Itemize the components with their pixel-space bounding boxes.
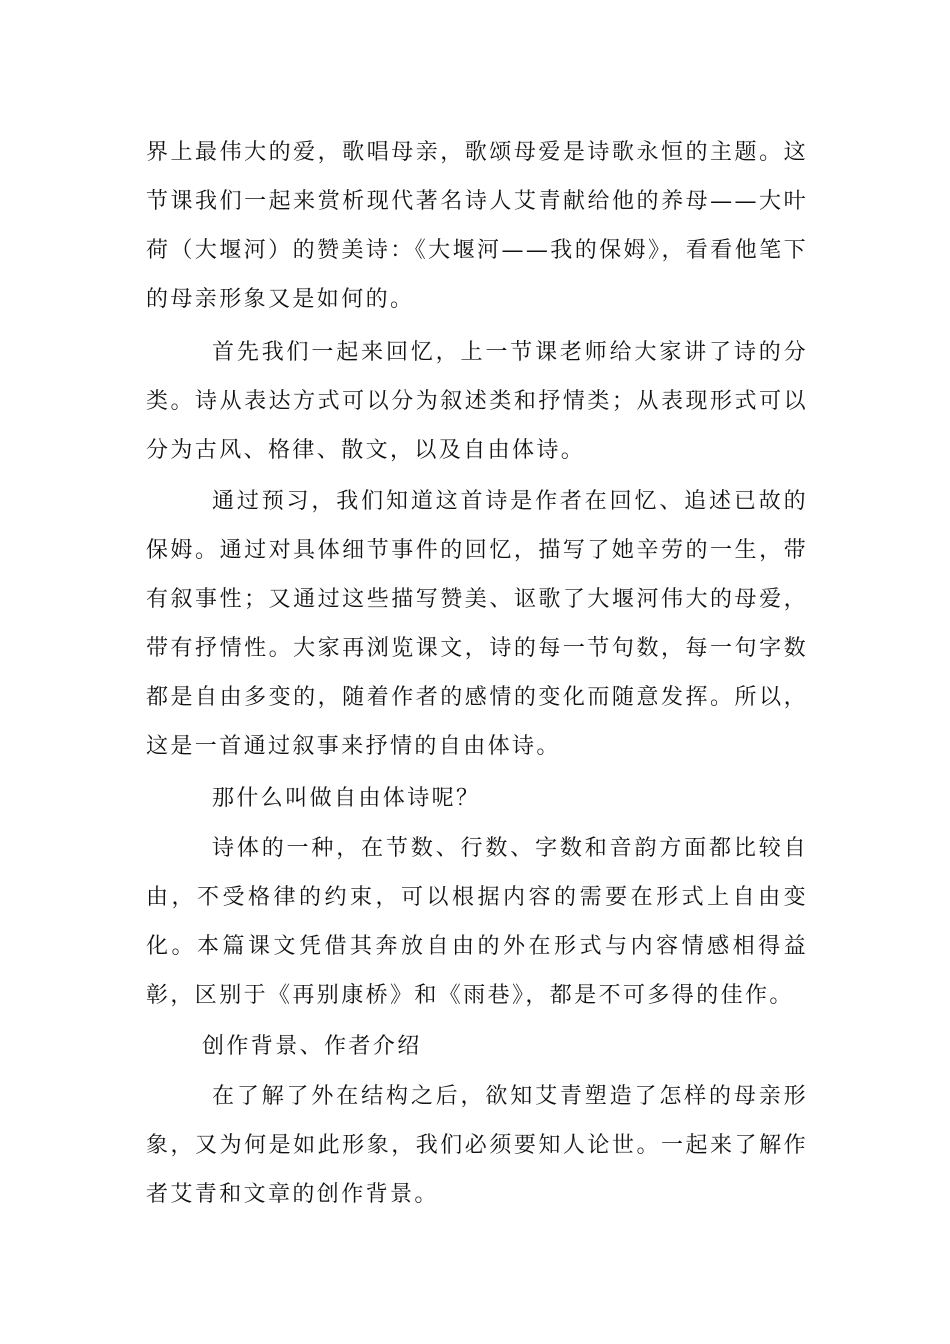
paragraph-intro-continued: 界上最伟大的爱，歌唱母亲，歌颂母爱是诗歌永恒的主题。这节课我们一起来赏析现代著名诗人艾青献给他的养母——大叶荷（大堰河）的赞美诗：《大堰河——我的保姆》，看看他笔下的母亲形象又是如何的。 (146, 140, 808, 312)
paragraph-free-verse-definition: 诗体的一种，在节数、行数、字数和音韵方面都比较自由，不受格律的约束，可以根据内容的需要在形式上自由变化。本篇课文凭借其奔放自由的外在形式与内容情感相得益彰，区别于《再别康桥》和《雨巷》，都是不可多得的佳作。 (146, 836, 808, 1008)
paragraph-author-background: 在了解了外在结构之后，欲知艾青塑造了怎样的母亲形象，又为何是如此形象，我们必须要知人论世。一起来了解作者艾青和文章的创作背景。 (146, 1084, 808, 1207)
section-heading-background: 创作背景、作者介绍 (202, 1034, 422, 1059)
paragraph-poem-classification: 首先我们一起来回忆，上一节课老师给大家讲了诗的分类。诗从表达方式可以分为叙述类和抒情类；从表现形式可以分为古风、格律、散文，以及自由体诗。 (146, 340, 808, 463)
paragraph-question-free-verse: 那什么叫做自由体诗呢？ (212, 786, 481, 811)
paragraph-preview-analysis: 通过预习，我们知道这首诗是作者在回忆、追述已故的保姆。通过对具体细节事件的回忆，描写了她辛劳的一生，带有叙事性；又通过这些描写赞美、讴歌了大堰河伟大的母爱，带有抒情性。大家再浏览课文，诗的每一节句数，每一句字数都是自由多变的，随着作者的感情的变化而随意发挥。所以，这是一首通过叙事来抒情的自由体诗。 (146, 489, 808, 759)
